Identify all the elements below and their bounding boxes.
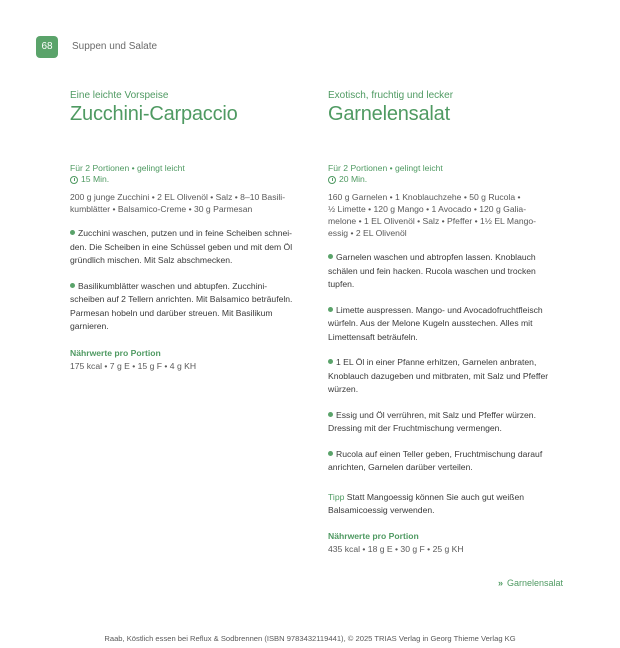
step-line: würfeln. Aus der Melone Kugeln ausstechen. Alles mit [328, 318, 533, 328]
bullet-icon [328, 307, 333, 312]
footer-copyright: Raab, Köstlich essen bei Reflux & Sodbrennen (ISBN 9783432119441), © 2025 TRIAS Verlag in Georg Thieme Verlag KG [104, 634, 516, 643]
bullet-icon [328, 254, 333, 259]
step-line: schälen und fein hacken. Rucola waschen und trocken [328, 265, 536, 276]
time-info [70, 174, 305, 185]
step-line: Limettensaft beträufeln. [328, 331, 418, 342]
step-line: den. Die Scheiben in eine Schüssel geben und mit dem Öl [70, 241, 293, 252]
step-line: scheiben auf 2 Tellern anrichten. Mit Balsamico beträufeln. [70, 294, 293, 304]
step [328, 251, 568, 292]
step-line: Basilikumblätter waschen und abtupfen. Zucchini- [78, 280, 268, 291]
step-line: würzen. [328, 384, 359, 394]
step-line: Dressing mit der Fruchtmischung vermengen. [328, 423, 502, 433]
step-line: anrichten, Garnelen darüber verteilen. [328, 462, 473, 472]
bullet-icon [70, 283, 75, 288]
step [328, 448, 568, 475]
time-label: 20 Min. [339, 174, 368, 184]
tip-label: Tipp [328, 491, 345, 502]
page-number-badge: 68 [36, 36, 58, 58]
nutrition-values: 175 kcal • 7 g E • 15 g F • 4 g KH [70, 360, 197, 371]
step-line: Rucola auf einen Teller geben, Fruchtmischung darauf [336, 448, 543, 459]
step-line: Garnelen waschen und abtropfen lassen. Knoblauch [336, 252, 536, 262]
step-line: tupfen. [328, 279, 355, 289]
step [328, 409, 568, 436]
bullet-icon [328, 451, 333, 456]
nutrition-label: Nährwerte pro Portion [328, 530, 419, 541]
bullet-icon [328, 412, 333, 417]
recipe-subtitle: Exotisch, fruchtig und lecker [328, 90, 454, 101]
ingredients [328, 191, 568, 239]
ingredients [70, 191, 305, 215]
nutrition-label: Nährwerte pro Portion [70, 347, 161, 358]
clock-icon [70, 176, 78, 184]
servings-info: Für 2 Portionen • gelingt leicht [328, 163, 443, 173]
recipe-subtitle: Eine leichte Vorspeise [70, 90, 169, 101]
double-chevron-right-icon: » [498, 578, 504, 588]
ingredients-line: 160 g Garnelen • 1 Knoblauchzehe • 50 g Rucola • [328, 192, 521, 202]
recipe-link-garnelensalat[interactable] [498, 578, 563, 588]
recipe-meta [70, 163, 305, 185]
ingredients-line: kumblätter • Balsamico-Creme • 30 g Parmesan [70, 204, 253, 214]
time-label: 15 Min. [81, 174, 110, 184]
ingredients-line: 200 g junge Zucchini • 2 EL Olivenöl • Salz • 8–10 Basili- [70, 192, 286, 202]
step-line: garnieren. [70, 321, 109, 331]
step-line: Parmesan hobeln und darüber streuen. Mit Basilikum [70, 307, 273, 318]
step [70, 227, 305, 268]
step-line: gründlich mischen. Mit Salz abschmecken. [70, 255, 233, 265]
recipe-title: Garnelensalat [328, 103, 450, 125]
ingredients-line: melone • 1 EL Olivenöl • Salz • Pfeffer • 1½ EL Mango- [328, 216, 537, 226]
tip-text: Statt Mangoessig können Sie auch gut weißen [344, 491, 525, 502]
recipe-garnelensalat [328, 90, 568, 554]
tip-text: Balsamicoessig verwenden. [328, 504, 435, 515]
step-line: Zucchini waschen, putzen und in feine Scheiben schnei- [78, 228, 293, 238]
step-line: 1 EL Öl in einer Pfanne erhitzen, Garnelen anbraten, [336, 357, 537, 367]
bullet-icon [328, 359, 333, 364]
step [70, 280, 305, 334]
step-line: Knoblauch dazugeben und mitbraten, mit Salz und Pfeffer [328, 370, 549, 381]
step [328, 304, 568, 345]
recipe-zucchini-carpaccio [70, 90, 305, 371]
nutrition-values: 435 kcal • 18 g E • 30 g F • 25 g KH [328, 543, 464, 554]
step-line: Essig und Öl verrühren, mit Salz und Pfeffer würzen. [336, 409, 536, 420]
time-info [328, 174, 568, 185]
link-label: Garnelensalat [507, 578, 564, 588]
servings-info: Für 2 Portionen • gelingt leicht [70, 163, 185, 173]
recipe-meta [328, 163, 568, 185]
tip [328, 491, 568, 517]
step-line: Limette auspressen. Mango- und Avocadofruchtfleisch [336, 304, 543, 315]
recipe-title: Zucchini-Carpaccio [70, 103, 238, 125]
section-title: Suppen und Salate [72, 41, 158, 52]
ingredients-line: ½ Limette • 120 g Mango • 1 Avocado • 120 g Galia- [328, 204, 527, 214]
bullet-icon [70, 230, 75, 235]
step [328, 356, 568, 397]
clock-icon [328, 176, 336, 184]
ingredients-line: essig • 2 EL Olivenöl [328, 228, 407, 238]
